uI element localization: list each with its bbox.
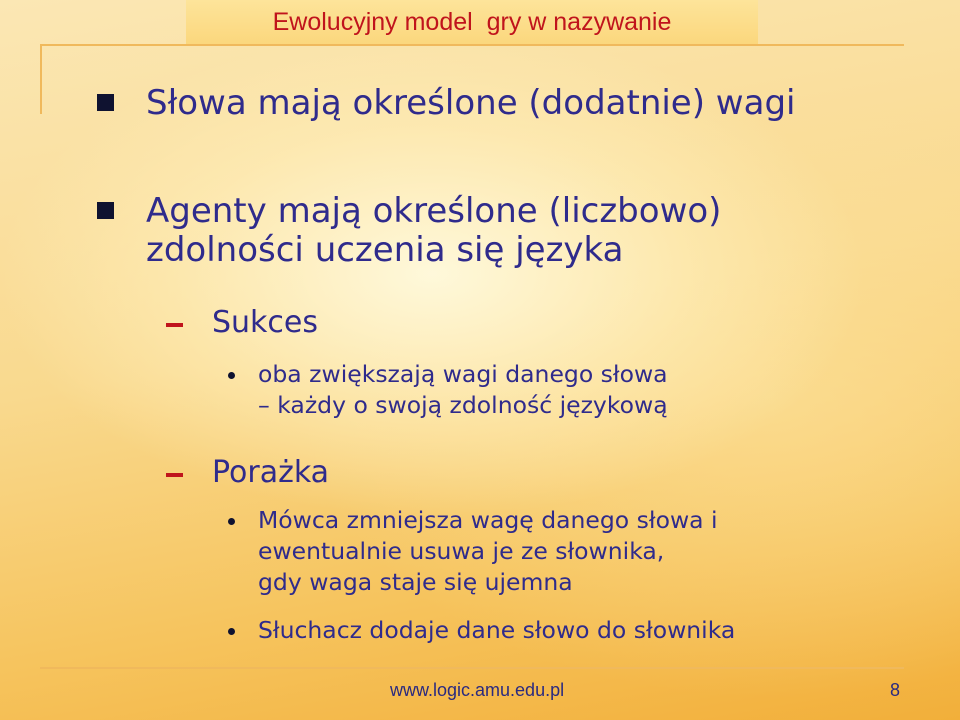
- square-bullet-icon: [97, 94, 114, 111]
- bullet-agents-line1: Agenty mają określone (liczbowo): [146, 191, 722, 231]
- dot-bullet-icon: [228, 628, 235, 635]
- porazka-item-1: [258, 505, 898, 598]
- section-porazka: Porażka: [212, 455, 330, 490]
- porazka-item-2: [258, 615, 898, 646]
- slide-title: Ewolucyjny model gry w nazywanie: [272, 7, 672, 36]
- page-number: 8: [890, 680, 901, 700]
- dot-bullet-icon: [228, 372, 235, 379]
- sukces-item: [258, 359, 898, 421]
- dot-bullet-icon: [228, 518, 235, 525]
- top-divider: [40, 44, 904, 46]
- porazka-item1-line1: Mówca zmniejsza wagę danego słowa i: [258, 506, 718, 534]
- sukces-item-line2: – każdy o swoją zdolność językową: [258, 391, 668, 419]
- bullet-agents-line2: zdolności uczenia się języka: [146, 230, 624, 270]
- porazka-item2-line1: Słuchacz dodaje dane słowo do słownika: [258, 616, 736, 644]
- title-banner: [186, 0, 758, 44]
- dash-bullet-icon: [166, 323, 183, 327]
- left-divider: [40, 44, 42, 114]
- dash-bullet-icon: [166, 473, 183, 477]
- bottom-divider: [40, 667, 904, 669]
- porazka-item1-line2: ewentualnie usuwa je ze słownika,: [258, 537, 665, 565]
- porazka-item1-line3: gdy waga staje się ujemna: [258, 568, 573, 596]
- sukces-item-line1: oba zwiększają wagi danego słowa: [258, 360, 668, 388]
- footer-url: www.logic.amu.edu.pl: [390, 680, 565, 700]
- section-sukces: Sukces: [212, 305, 319, 340]
- bullet-words-weights: Słowa mają określone (dodatnie) wagi: [146, 83, 796, 123]
- square-bullet-icon: [97, 202, 114, 219]
